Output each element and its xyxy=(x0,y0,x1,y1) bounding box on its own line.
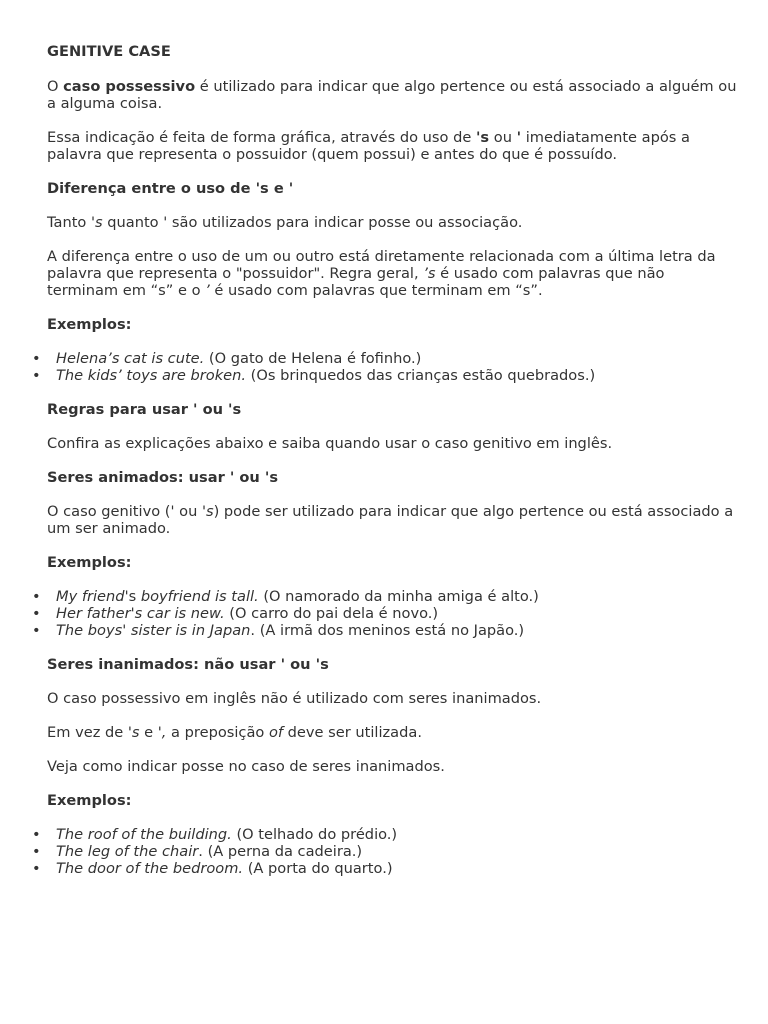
intro-paragraph xyxy=(47,78,737,112)
text-run: a preposição xyxy=(166,724,269,741)
text-run: quanto ' são utilizados para indicar posse ou associação. xyxy=(102,214,523,231)
examples-label xyxy=(47,554,737,571)
text-run: O caso genitivo (' ou ' xyxy=(47,503,206,520)
emphasized-text: boyfriend is tall. xyxy=(140,588,259,605)
text-run: ou xyxy=(489,129,517,146)
examples-label xyxy=(47,792,737,809)
emphasized-text: The leg of the chair xyxy=(56,843,199,860)
emphasized-text: s xyxy=(95,214,103,231)
both-used-paragraph xyxy=(47,214,737,231)
emphasized-text: The roof of the building. xyxy=(56,826,232,843)
list-item xyxy=(0,350,690,367)
emphasized-text: Helena’s cat is cute. xyxy=(56,350,205,367)
text-run: (O namorado da minha amiga é alto.) xyxy=(258,588,539,605)
text-run: (A porta do quarto.) xyxy=(243,860,393,877)
text-run: é utilizado para indicar que algo pertence ou está associado a alguém ou a alguma coisa. xyxy=(47,78,737,112)
text-run: 's xyxy=(124,588,141,605)
list-item xyxy=(0,860,690,877)
text-run: (O telhado do prédio.) xyxy=(231,826,398,843)
text-run: imediatamente após a palavra que representa o possuidor (quem possui) e antes do que é possuído. xyxy=(47,129,690,163)
text-run: deve ser utilizada. xyxy=(283,724,422,741)
bold-text: ' xyxy=(516,129,522,146)
list-item xyxy=(0,367,690,384)
bold-text: GENITIVE CASE xyxy=(47,43,171,60)
inanimate-paragraph xyxy=(47,690,737,707)
text-run: A diferença entre o uso de um ou outro está diretamente relacionada com a última letra da palavra que representa o "possuidor". Regra geral, xyxy=(47,248,716,282)
text-run: . (A perna da cadeira.) xyxy=(198,843,363,860)
emphasized-text: My friend xyxy=(56,588,125,605)
emphasized-text: The kids’ toys are broken. xyxy=(56,367,247,384)
emphasized-text: s xyxy=(131,724,140,741)
text-run: O xyxy=(47,78,64,95)
text-run: Veja como indicar posse no caso de seres inanimados. xyxy=(47,758,445,775)
text-run: Tanto ' xyxy=(47,214,95,231)
list-item xyxy=(0,826,690,843)
section-heading-inanimate xyxy=(47,656,737,673)
page-title xyxy=(47,43,737,60)
emphasized-text: The boys' sister is in Japan xyxy=(56,622,251,639)
text-run: e ' xyxy=(139,724,162,741)
general-rule-paragraph xyxy=(47,248,737,299)
bold-text: Seres animados: usar ' ou 's xyxy=(47,469,279,486)
text-run: O caso possessivo em inglês não é utilizado com seres inanimados. xyxy=(47,690,542,707)
section-heading-animate xyxy=(47,469,737,486)
text-run: Confira as explicações abaixo e saiba quando usar o caso genitivo em inglês. xyxy=(47,435,613,452)
rules-intro-paragraph xyxy=(47,435,737,452)
emphasized-text: ’s xyxy=(423,265,436,282)
emphasized-text: , xyxy=(161,724,167,741)
bold-text: Diferença entre o uso de 's e ' xyxy=(47,180,294,197)
bold-text: Exemplos xyxy=(47,316,126,333)
text-run: Em vez de ' xyxy=(47,724,132,741)
examples-list xyxy=(0,588,690,639)
how-to-paragraph xyxy=(47,758,737,775)
emphasized-text: The door of the bedroom. xyxy=(56,860,244,877)
bold-text: Regras para usar ' ou 's xyxy=(47,401,242,418)
list-item xyxy=(0,588,690,605)
animate-paragraph xyxy=(47,503,737,537)
bold-text: Exemplos xyxy=(47,792,126,809)
section-heading-difference xyxy=(47,180,737,197)
indication-paragraph xyxy=(47,129,737,163)
examples-label xyxy=(47,316,737,333)
text-run: Essa indicação é feita de forma gráfica, através do uso de xyxy=(47,129,476,146)
list-item xyxy=(0,605,690,622)
text-run: (O carro do pai dela é novo.) xyxy=(224,605,439,622)
emphasized-text: s xyxy=(205,503,214,520)
examples-list xyxy=(0,826,690,877)
list-item xyxy=(0,843,690,860)
text-run: (Os brinquedos das crianças estão quebrados.) xyxy=(246,367,596,384)
bold-text: Seres inanimados: não usar ' ou 's xyxy=(47,656,329,673)
bold-text: Exemplos xyxy=(47,554,126,571)
text-run: (O gato de Helena é fofinho.) xyxy=(204,350,422,367)
text-run: é usado com palavras que não terminam em “s” e o xyxy=(47,265,665,299)
text-run: . (A irmã dos meninos está no Japão.) xyxy=(250,622,525,639)
bold-text: caso possessivo xyxy=(63,78,196,95)
list-item xyxy=(0,622,690,639)
emphasized-text: ’ xyxy=(205,282,210,299)
bold-text: 's xyxy=(475,129,490,146)
text-run: : xyxy=(125,792,132,809)
section-heading-rules xyxy=(47,401,737,418)
text-run: ) pode ser utilizado para indicar que algo pertence ou está associado a um ser animado. xyxy=(47,503,734,537)
emphasized-text: of xyxy=(268,724,284,741)
text-run: : xyxy=(125,316,132,333)
text-run: é usado com palavras que terminam em “s”. xyxy=(209,282,543,299)
text-run: : xyxy=(125,554,132,571)
emphasized-text: Her father's car is new. xyxy=(56,605,225,622)
preposition-paragraph xyxy=(47,724,737,741)
examples-list xyxy=(0,350,690,384)
